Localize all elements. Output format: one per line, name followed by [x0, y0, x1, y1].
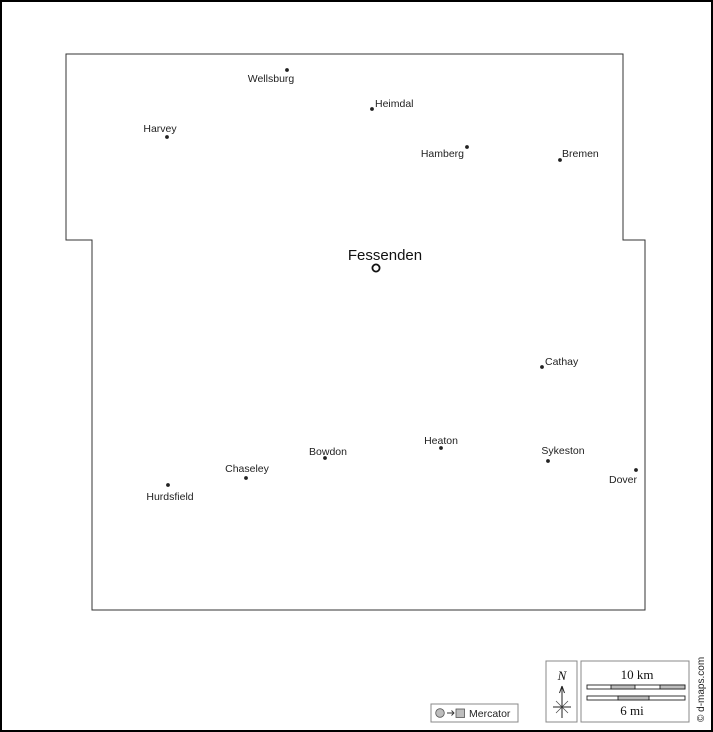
town-label: Hurdsfield: [146, 491, 194, 503]
town-label: Sykeston: [541, 445, 585, 457]
county-seat-label: Fessenden: [347, 247, 423, 264]
town-label: Dover: [608, 474, 637, 486]
scale-bar: [581, 661, 689, 722]
town-label: Bremen: [562, 148, 599, 160]
town-hamberg: [421, 145, 469, 160]
town-label: Chaseley: [225, 463, 269, 475]
scale-mi-label: 6 mi: [620, 703, 644, 718]
town-label: Cathay: [545, 356, 579, 368]
town-bowdon: [309, 446, 347, 460]
scale-km-label: 10 km: [620, 667, 654, 682]
county-outline: [66, 54, 645, 610]
town-label: Wellsburg: [247, 73, 295, 85]
town-cathay: [540, 356, 579, 369]
projection-label: Mercator: [469, 708, 511, 720]
credit-label: © d-maps.com: [696, 656, 707, 722]
town-label: Heimdal: [375, 98, 414, 110]
north-label: N: [557, 668, 567, 683]
town-label: Harvey: [143, 123, 177, 135]
compass-rose: [546, 661, 577, 722]
square-projection-icon: [456, 709, 465, 718]
town-label: Bowdon: [309, 446, 347, 458]
county-seat-marker: [372, 264, 379, 271]
projection-legend: [431, 704, 518, 722]
town-label: Hamberg: [420, 148, 464, 160]
town-heimdal: [370, 98, 413, 111]
globe-icon: [436, 709, 445, 718]
town-bremen: [558, 148, 599, 162]
town-label: Heaton: [424, 435, 458, 447]
